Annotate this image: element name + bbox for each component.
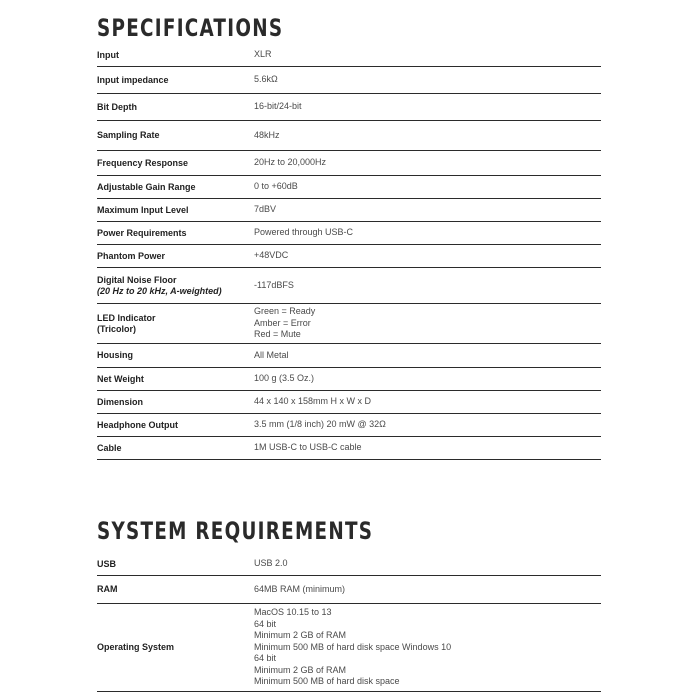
sysreq-row-operating-system [97, 604, 601, 692]
spec-value: Powered through USB-C [254, 227, 354, 238]
spec-label-main: Digital Noise Floor [97, 274, 177, 285]
spec-label: Dimension [97, 396, 144, 407]
sysreq-row-usb [97, 553, 601, 576]
sysreq-value: USB 2.0 [254, 558, 288, 569]
spec-row-led-indicator [97, 304, 601, 344]
spec-row-maximum-input-level [97, 199, 601, 222]
spec-label: Phantom Power [97, 250, 166, 261]
spec-value: 3.5 mm (1/8 inch) 20 mW @ 32Ω [254, 419, 386, 430]
spec-value: 44 x 140 x 158mm H x W x D [254, 396, 372, 407]
spec-label: Housing [97, 350, 133, 360]
spec-row-input [97, 44, 601, 67]
spec-label: Adjustable Gain Range [97, 181, 196, 192]
spec-label-main: LED Indicator [97, 312, 156, 323]
spec-label: Sampling Rate [97, 130, 160, 140]
specifications-heading: SPECIFICATIONS [97, 14, 284, 42]
sysreq-value: 64MB RAM (minimum) [254, 583, 346, 594]
spec-row-power-requirements [97, 222, 601, 245]
spec-label-sub: (Tricolor) [97, 323, 137, 334]
system-requirements-table [97, 553, 601, 692]
spec-label [97, 313, 254, 335]
spec-label-sub: (20 Hz to 20 kHz, A-weighted) [97, 285, 222, 296]
spec-row-cable [97, 437, 601, 460]
spec-label: Net Weight [97, 373, 144, 384]
spec-value: Green = Ready Amber = Error Red = Mute [254, 306, 316, 340]
spec-label: Cable [97, 442, 122, 453]
spec-row-phantom-power [97, 245, 601, 268]
spec-label: Maximum Input Level [97, 204, 189, 215]
spec-value: 16-bit/24-bit [254, 101, 302, 112]
spec-value: 20Hz to 20,000Hz [254, 157, 327, 168]
spec-row-frequency-response [97, 151, 601, 176]
sysreq-label: Operating System [97, 642, 175, 652]
spec-value: +48VDC [254, 250, 289, 261]
spec-value: XLR [254, 49, 272, 60]
spec-label: Power Requirements [97, 227, 187, 238]
spec-label [97, 275, 254, 297]
spec-label: Input [97, 49, 119, 60]
spec-value: -117dBFS [254, 279, 294, 290]
spec-value: 100 g (3.5 Oz.) [254, 373, 315, 384]
spec-row-bit-depth [97, 94, 601, 121]
sysreq-value: MacOS 10.15 to 13 64 bit Minimum 2 GB of RAM Minimum 500 MB of hard disk space Windows 10 64 bit Minimum 2 GB of RAM Minimum 500 MB of hard disk space [254, 607, 452, 687]
sysreq-label: RAM [97, 584, 118, 594]
spec-row-sampling-rate [97, 121, 601, 151]
spec-row-input-impedance [97, 67, 601, 94]
spec-row-digital-noise-floor [97, 268, 601, 304]
spec-label: Frequency Response [97, 157, 189, 168]
spec-row-dimension [97, 391, 601, 414]
spec-value: All Metal [254, 349, 289, 360]
specifications-table [97, 44, 601, 460]
spec-label: Input impedance [97, 74, 169, 85]
spec-row-headphone-output [97, 414, 601, 437]
spec-value: 7dBV [254, 204, 277, 215]
spec-value: 1M USB-C to USB-C cable [254, 442, 362, 453]
sysreq-label: USB [97, 558, 117, 569]
spec-value: 0 to +60dB [254, 181, 298, 192]
spec-value: 5.6kΩ [254, 74, 278, 85]
spec-row-housing [97, 344, 601, 368]
spec-value: 48kHz [254, 129, 280, 140]
spec-label: Bit Depth [97, 101, 137, 112]
spec-row-adjustable-gain-range [97, 176, 601, 199]
spec-row-net-weight [97, 368, 601, 391]
spec-label: Headphone Output [97, 419, 178, 430]
sysreq-row-ram [97, 576, 601, 604]
system-requirements-heading: SYSTEM REQUIREMENTS [97, 517, 374, 545]
